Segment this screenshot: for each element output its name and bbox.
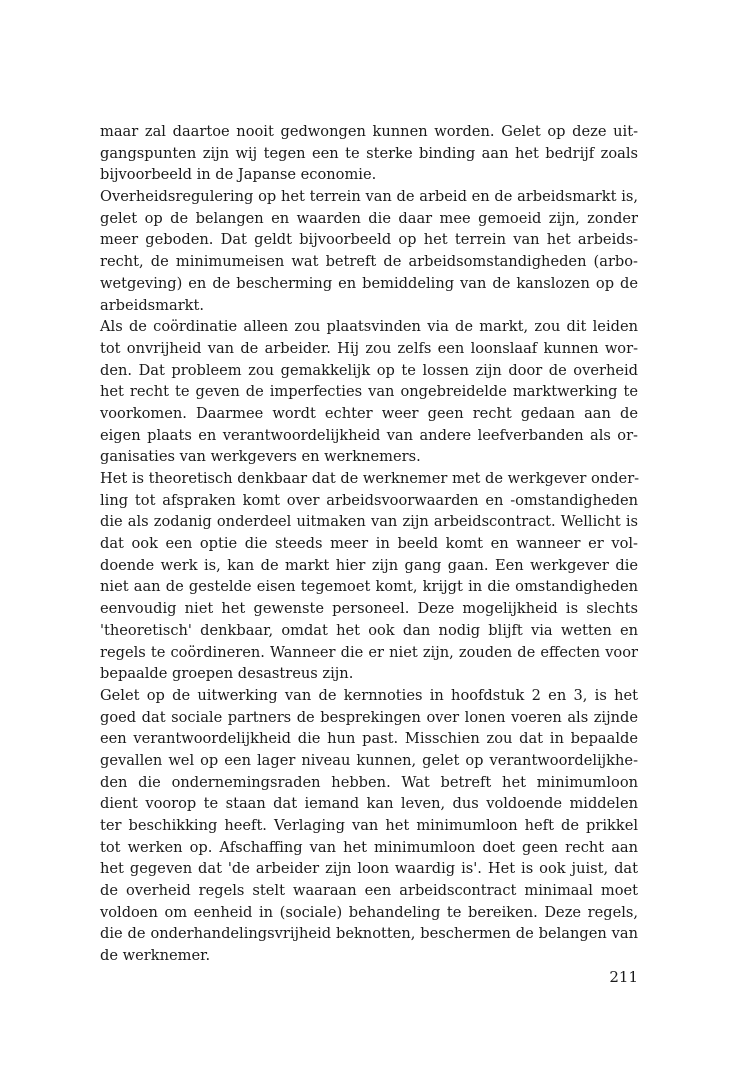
text-line: gevallen wel op een lager niveau kunnen, gelet op verantwoordelijkhe- <box>100 751 638 769</box>
text-line: die de onderhandelingsvrijheid beknotten, beschermen de belangen van <box>100 925 638 943</box>
text-line: ganisaties van werkgevers en werknemers. <box>100 448 421 466</box>
body-text <box>100 121 638 967</box>
paragraph <box>100 316 638 468</box>
text-line: ling tot afspraken komt over arbeidsvoorwaarden en -omstandigheden <box>100 491 638 509</box>
text-line: wetgeving) en de bescherming en bemiddeling van de kanslozen op de <box>100 274 638 292</box>
page-number: 211 <box>609 968 638 986</box>
text-line: het gegeven dat 'de arbeider zijn loon waardig is'. Het is ook juist, dat <box>100 860 638 878</box>
text-line: dient voorop te staan dat iemand kan leven, dus voldoende middelen <box>100 795 638 813</box>
text-line: arbeidsmarkt. <box>100 296 205 314</box>
text-line: tot onvrijheid van de arbeider. Hij zou zelfs een loonslaaf kunnen wor- <box>100 339 638 357</box>
text-line: goed dat sociale partners de besprekingen over lonen voeren als zijnde <box>100 708 638 726</box>
text-line: recht, de minimumeisen wat betreft de arbeidsomstandigheden (arbo- <box>100 253 638 271</box>
text-line: ter beschikking heeft. Verlaging van het minimumloon heft de prikkel <box>100 817 638 834</box>
text-line: dat ook een optie die steeds meer in beeld komt en wanneer er vol- <box>100 535 638 553</box>
paragraph <box>100 186 638 316</box>
text-line: gelet op de belangen en waarden die daar mee gemoeid zijn, zonder <box>100 209 638 227</box>
text-line: het recht te geven de imperfecties van ongebreidelde marktwerking te <box>100 383 638 401</box>
text-line: maar zal daartoe nooit gedwongen kunnen worden. Gelet op deze uit- <box>100 123 638 140</box>
text-line: den. Dat probleem zou gemakkelijk op te lossen zijn door de overheid <box>100 361 638 379</box>
text-line: Het is theoretisch denkbaar dat de werknemer met de werkgever onder- <box>100 470 640 487</box>
text-line: gangspunten zijn wij tegen een te sterke binding aan het bedrijf zoals <box>100 144 638 162</box>
text-line: doende werk is, kan de markt hier zijn gang gaan. Een werkgever die <box>100 556 638 574</box>
text-line: den die ondernemingsraden hebben. Wat betreft het minimumloon <box>100 773 638 791</box>
text-line: Als de coördinatie alleen zou plaatsvinden via de markt, zou dit leiden <box>100 318 638 336</box>
text-line: eenvoudig niet het gewenste personeel. Deze mogelijkheid is slechts <box>100 600 638 618</box>
text-line: die als zodanig onderdeel uitmaken van zijn arbeidscontract. Wellicht is <box>100 513 638 531</box>
text-line: bijvoorbeeld in de Japanse economie. <box>100 166 377 184</box>
paragraph <box>100 121 638 186</box>
text-line: Overheidsregulering op het terrein van de arbeid en de arbeidsmarkt is, <box>100 188 638 206</box>
text-line: een verantwoordelijkheid die hun past. Misschien zou dat in bepaalde <box>100 730 638 748</box>
text-line: meer geboden. Dat geldt bijvoorbeeld op het terrein van het arbeids- <box>100 231 638 249</box>
text-line: tot werken op. Afschaffing van het minimumloon doet geen recht aan <box>100 838 638 856</box>
text-line: Gelet op de uitwerking van de kernnoties in hoofdstuk 2 en 3, is het <box>100 686 638 704</box>
text-line: de werknemer. <box>100 947 211 965</box>
text-line: voldoen om eenheid in (sociale) behandeling te bereiken. Deze regels, <box>100 903 638 921</box>
text-line: 'theoretisch' denkbaar, omdat het ook dan nodig blijft via wetten en <box>100 621 638 639</box>
text-line: niet aan de gestelde eisen tegemoet komt, krijgt in die omstandigheden <box>100 578 638 596</box>
text-line: bepaalde groepen desastreus zijn. <box>100 665 354 683</box>
paragraph <box>100 685 638 967</box>
text-line: eigen plaats en verantwoordelijkheid van andere leefverbanden als or- <box>100 426 638 444</box>
paragraph <box>100 468 638 685</box>
text-line: voorkomen. Daarmee wordt echter weer geen recht gedaan aan de <box>100 404 638 422</box>
text-line: de overheid regels stelt waaraan een arbeidscontract minimaal moet <box>100 882 638 900</box>
text-line: regels te coördineren. Wanneer die er niet zijn, zouden de effecten voor <box>100 643 638 661</box>
